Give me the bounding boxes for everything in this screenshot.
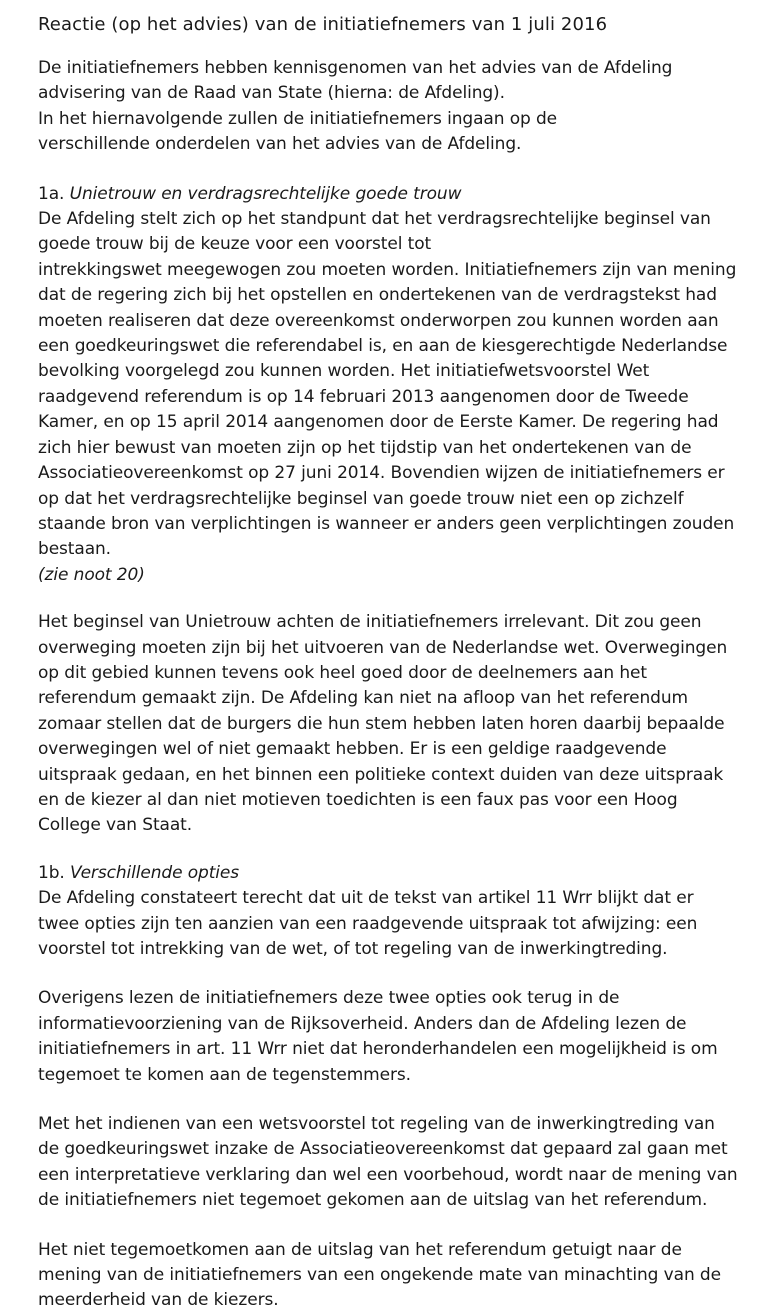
section-1a-paragraph-1b: intrekkingswet meegewogen zou moeten worden. Initiatiefnemers zijn van mening dat de regering zich bij het opstellen en ondertekenen van de verdragstekst had moeten realiseren dat deze overeenkomst onderworpen zou kunnen worden aan een goedkeuringswet die referendabel is, en aan de kiesgerechtigde Nederlandse bevolking voorgelegd zou kunnen worden. Het initiatiefwetsvoorstel Wet raadgevend referendum is op 14 februari 2013 aangenomen door de Tweede Kamer, en op 15 april 2014 aangenomen door de Eerste Kamer. De regering had zich hier bewust van moeten zijn op het tijdstip van het ondertekenen van de Associatieovereenkomst op 27 juni 2014. Bovendien wijzen de initiatiefnemers er op dat het verdragsrechtelijke beginsel van goede trouw niet een op zichzelf staande bron van verplichtingen is wanneer er anders geen verplichtingen zouden bestaan. — [38, 259, 737, 560]
intro-block — [38, 56, 752, 158]
section-1b-heading: Verschillende opties — [70, 862, 240, 883]
intro-paragraph-1: De initiatiefnemers hebben kennisgenomen van het advies van de Afdeling advisering van de Raad van State (hierna: de Afdeling). — [38, 58, 673, 104]
section-1a-header — [38, 182, 752, 207]
section-1b-paragraph-2: Overigens lezen de initiatiefnemers deze twee opties ook terug in de informatievoorziening van de Rijksoverheid. Anders dan de Afdeling lezen de initiatiefnemers in art. 11 Wrr niet dat heronderhandelen een mogelijkheid is om tegemoet te komen aan de tegenstemmers. — [38, 988, 718, 1085]
section-1a-continued — [38, 610, 752, 839]
section-1b-paragraph-3-block — [38, 1112, 752, 1214]
section-1b-paragraph-4-block — [38, 1238, 752, 1314]
intro-paragraph-2: In het hiernavolgende zullen de initiatiefnemers ingaan op de verschillende onderdelen van het advies van de Afdeling. — [38, 108, 558, 155]
section-1b — [38, 861, 752, 963]
section-1b-paragraph-1: De Afdeling constateert terecht dat uit de tekst van artikel 11 Wrr blijkt dat er twee opties zijn ten aanzien van een raadgevende uitspraak tot afwijzing: een voorstel tot intrekking van de wet, of tot regeling van de inwerkingtreding. — [38, 888, 698, 959]
section-1a-paragraph-1a: De Afdeling stelt zich op het standpunt dat het verdragsrechtelijke beginsel van goede trouw bij de keuze voor een voorstel tot — [38, 209, 711, 255]
section-1b-number: 1b. — [38, 862, 65, 883]
section-1a-heading: Unietrouw en verdragsrechtelijke goede trouw — [69, 183, 462, 204]
section-1b-paragraph-4: Het niet tegemoetkomen aan de uitslag van het referendum getuigt naar de mening van de initiatiefnemers van een ongekende mate van minachting van de meerderheid van de kiezers. — [38, 1239, 721, 1311]
footnote-reference: (zie noot 20) — [38, 564, 145, 585]
section-1a — [38, 182, 752, 589]
document-title: Reactie (op het advies) van de initiatiefnemers van 1 juli 2016 — [38, 14, 608, 35]
section-1a-number: 1a. — [38, 183, 65, 204]
section-1b-paragraph-3: Met het indienen van een wetsvoorstel tot regeling van de inwerkingtreding van de goedkeuringswet inzake de Associatieovereenkomst dat gepaard zal gaan met een interpretatieve verklaring dan wel een voorbehoud, wordt naar de mening van de initiatiefnemers niet tegemoet gekomen aan de uitslag van het referendum. — [38, 1114, 738, 1211]
section-1b-header — [38, 861, 752, 886]
section-1b-paragraph-2-block — [38, 986, 752, 1088]
section-1a-paragraph-2: Het beginsel van Unietrouw achten de initiatiefnemers irrelevant. Dit zou geen overweging moeten zijn bij het uitvoeren van de Nederlandse wet. Overwegingen op dit gebied kunnen tevens ook heel goed door de deelnemers aan het referendum gemaakt zijn. De Afdeling kan niet na afloop van het referendum zomaar stellen dat de burgers die hun stem hebben laten horen daarbij bepaalde overwegingen wel of niet gemaakt hebben. Er is een geldige raadgevende uitspraak gedaan, en het binnen een politieke context duiden van deze uitspraak en de kiezer al dan niet motieven toedichten is een faux pas voor een Hoog College van Staat. — [38, 612, 728, 836]
